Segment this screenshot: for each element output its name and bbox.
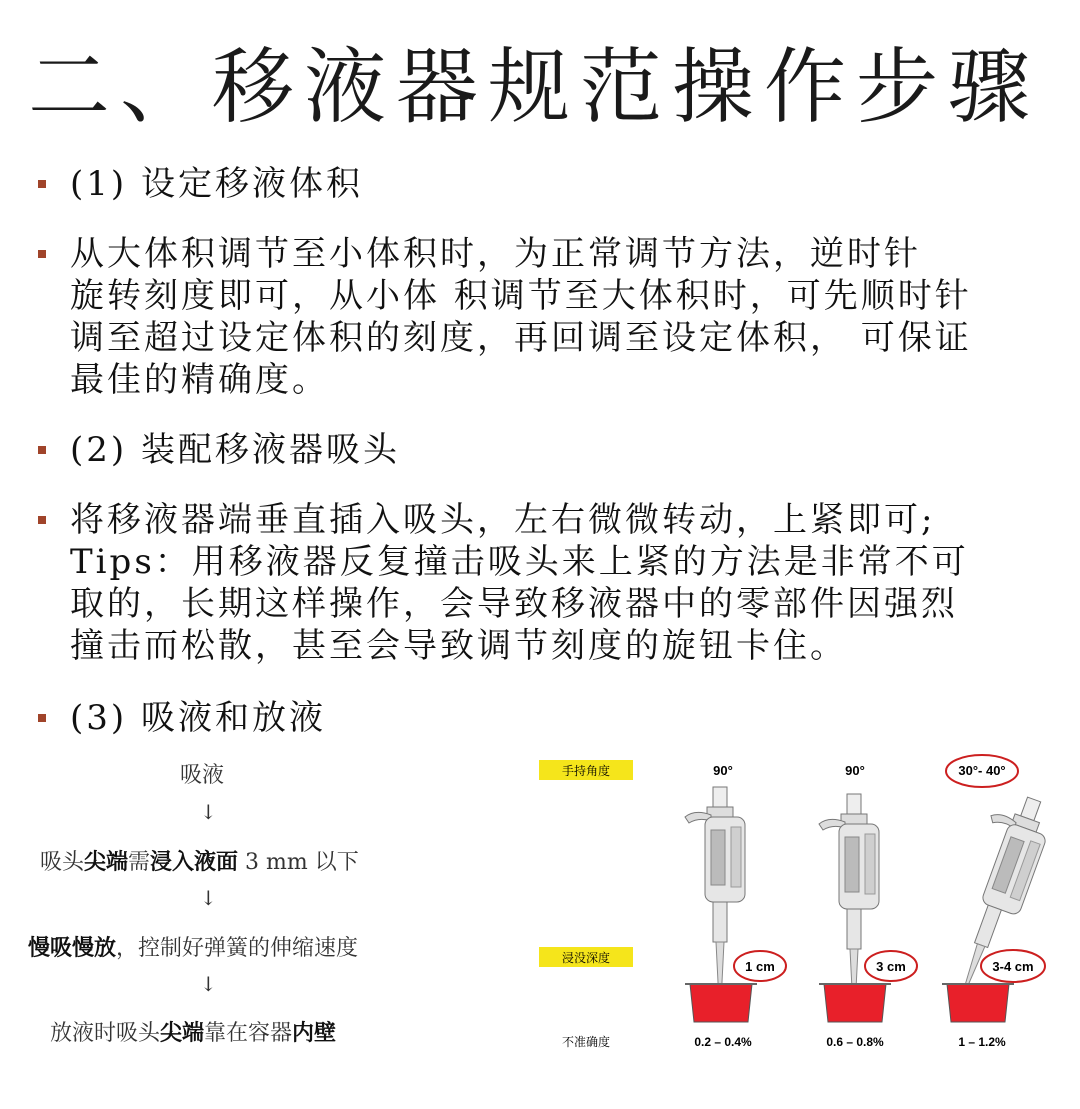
angle-value-1: 90° <box>713 763 733 778</box>
depth-value-1: 1 cm <box>745 959 775 974</box>
flow-step-aspirate: 吸液 <box>180 763 225 788</box>
section1-line-3: 调至超过设定体积的刻度，再回调至设定体积， 可保证 <box>70 318 972 358</box>
bullet-marker <box>38 250 46 258</box>
inaccuracy-value-1: 0.2 – 0.4% <box>694 1035 752 1049</box>
flow-step-slow <box>28 931 358 962</box>
flow-text: 靠在容器 <box>204 1021 293 1046</box>
flow-step-immerse <box>40 845 359 876</box>
section2-line-1: 将移液器端垂直插入吸头，左右微微转动，上紧即可; <box>70 500 936 540</box>
accuracy-label: 不准确度 <box>561 1035 611 1049</box>
flow-step-dispense <box>50 1016 336 1047</box>
pipette-angle-figure <box>535 752 1055 1082</box>
flow-text-bold: 尖端 <box>160 1020 205 1046</box>
section1-line-1: 从大体积调节至小体积时，为正常调节方法，逆时针 <box>70 234 921 274</box>
section2-line-2: Tips：用移液器反复撞击吸头来上紧的方法是非常不可 <box>70 542 969 582</box>
beaker-3 <box>947 984 1009 1022</box>
flow-text-bold: 内壁 <box>292 1020 337 1046</box>
section2-heading: (2) 装配移液器吸头 <box>70 430 400 470</box>
inaccuracy-value-3: 1 – 1.2% <box>958 1035 1006 1049</box>
angle-value-3: 30°- 40° <box>958 763 1006 778</box>
inaccuracy-value-2: 0.6 – 0.8% <box>826 1035 884 1049</box>
flow-text: 3 mm 以下 <box>238 850 359 875</box>
depth-label: 浸没深度 <box>561 951 611 965</box>
section1-line-2: 旋转刻度即可，从小体 积调节至大体积时，可先顺时针 <box>70 276 972 316</box>
flow-text-bold: 尖端 <box>84 849 129 875</box>
flow-text: 放液时吸头 <box>50 1021 161 1046</box>
section2-line-4: 撞击而松散，甚至会导致调节刻度的旋钮卡住。 <box>70 626 847 666</box>
section1-line-4: 最佳的精确度。 <box>70 360 329 400</box>
flow-text-bold: 浸入液面 <box>150 849 239 875</box>
flow-text: 需 <box>128 850 151 875</box>
page-title: 二、移液器规范操作步骤 <box>28 40 1041 135</box>
angle-value-2: 90° <box>845 763 865 778</box>
section2-line-3: 取的，长期这样操作，会导致移液器中的零部件因强烈 <box>70 584 958 624</box>
flow-arrow: ↓ <box>200 800 217 824</box>
bullet-marker <box>38 180 46 188</box>
flow-text-bold: 慢吸慢放 <box>28 935 117 961</box>
depth-value-3: 3-4 cm <box>992 959 1034 974</box>
beaker-2 <box>824 984 886 1022</box>
bullet-marker <box>38 446 46 454</box>
flow-text: ，控制好弹簧的伸缩速度 <box>116 936 359 961</box>
angle-label: 手持角度 <box>561 764 611 778</box>
pipette-2 <box>819 794 879 1009</box>
flow-arrow: ↓ <box>200 886 217 910</box>
depth-value-2: 3 cm <box>876 959 906 974</box>
flow-text: 吸头 <box>40 850 85 875</box>
bullet-marker <box>38 714 46 722</box>
beaker-1 <box>690 984 752 1022</box>
flow-arrow: ↓ <box>200 972 217 996</box>
section1-heading: (1) 设定移液体积 <box>70 164 363 204</box>
bullet-marker <box>38 516 46 524</box>
section3-heading: (3) 吸液和放液 <box>70 698 326 738</box>
pipette-1 <box>685 787 745 1002</box>
